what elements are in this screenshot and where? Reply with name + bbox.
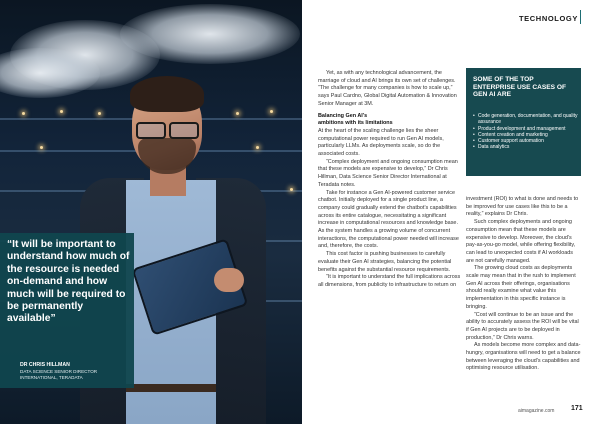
paragraph: Such complex deployments and ongoing consumption mean that these models are expensive to develop. Moreover, the cloud’s pay-as-you-go model, while offering flexibility, can lead to unexpected costs if AI workloads are not carefully managed. xyxy=(466,219,576,264)
bullet-icon: • xyxy=(473,138,475,145)
paragraph: “Complex deployment and ongoing consumption mean that these models are expensive to develop,” Dr Chris Hillman, Data Science Senior Director International at Teradata notes. xyxy=(318,158,458,188)
article-column-2 xyxy=(466,196,581,373)
bullet-icon: • xyxy=(473,144,475,151)
bullet-icon: • xyxy=(473,113,475,119)
paragraph: “Cost will continue to be an issue and the ability to accurately assess the ROI will be vital if Gen AI projects are to be deployed in production,” Dr Chris warns. xyxy=(466,311,579,341)
paragraph: investment (ROI) to what is done and needs to be improved for use cases like this to be a reality,” explains Dr Chris. xyxy=(466,196,579,218)
list-item: • Content creation and marketing xyxy=(473,131,548,138)
quote-author-role: DATA SCIENCE SENIOR DIRECTOR INTERNATIONAL, TERADATA xyxy=(20,369,98,380)
list-item: • Data analytics xyxy=(473,144,510,151)
paragraph: “It is important to understand the full implications across all dimensions, from publicity to infrastructure to return on xyxy=(318,274,461,288)
paragraph: The growing cloud costs as deployments scale may mean that in the rush to implement Gen AI across their offerings, organisations should really examine what value this implementation in this specific instance is bringing. xyxy=(466,265,576,310)
quote-author: DR CHRIS HILLMAN xyxy=(20,362,70,368)
list-item: • Customer support automation xyxy=(473,138,544,145)
section-label: TECHNOLOGY xyxy=(519,14,578,23)
bullet-icon: • xyxy=(473,125,475,132)
article-column-1 xyxy=(318,70,462,290)
subheading-line-2: ambitions with its limitations xyxy=(318,120,393,127)
pull-quote-text: “It will be important to understand how much of the resource is needed on-demand and how much will be required to be permanently available” xyxy=(7,239,130,325)
list-item: • Code generation, documentation, and quality assurance xyxy=(473,113,578,126)
section-rule xyxy=(580,10,581,24)
list-item: • Product development and management xyxy=(473,125,566,132)
paragraph: At the heart of the scaling challenge lies the sheer computational power required to run Gen AI models, particularly LLMs. As deployments scale, so do the associated costs. xyxy=(318,127,444,158)
bullet-icon: • xyxy=(473,131,475,138)
paragraph: Take for instance a Gen AI-powered customer service chatbot. Initially deployed for a single product line, a company could gradually extend the chatbot’s capabilities across its entire catalogue, necessitating a significant increase in computational resources and knowledge base. As the system handles a growing volume of concurrent interactions, the computational power needed will increase and, therefore, the costs. xyxy=(318,189,459,250)
use-cases-sidebar xyxy=(466,68,581,176)
sidebar-title: SOME OF THE TOP ENTERPRISE USE CASES OF GEN AI ARE xyxy=(473,76,567,99)
use-cases-list xyxy=(473,113,579,151)
website-link[interactable]: aimagazine.com xyxy=(518,408,555,414)
page-number: 171 xyxy=(571,405,583,412)
subheading: Balancing Gen AI’s xyxy=(318,112,368,119)
paragraph: As models become more complex and data-hungry, organisations will need to get a balance between leveraging the cloud’s capabilities and optimising resource utilisation. xyxy=(466,342,581,372)
paragraph: This cost factor is pushing businesses to carefully evaluate their Gen AI strategies, balancing the potential benefits against the substantial resource requirements. xyxy=(318,251,452,273)
paragraph: Yet, as with any technological advancement, the marriage of cloud and AI brings its own set of challenges. “The challenge for many companies is how to scale up,” says Paul Cardno, Global Digital Automation & Innovation Senior Manager at 3M. xyxy=(318,70,457,107)
